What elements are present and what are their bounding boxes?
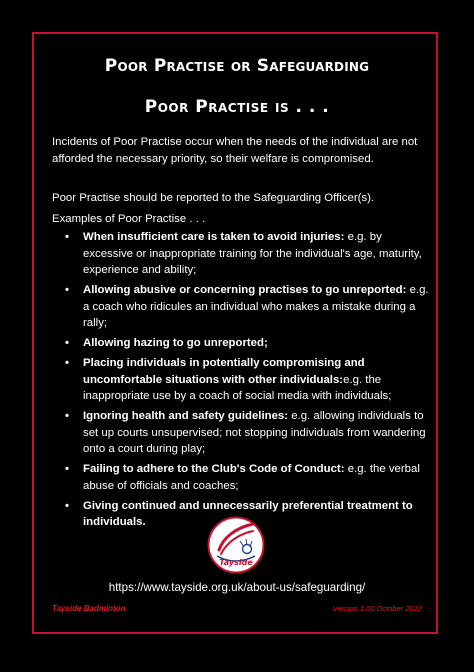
page-title: Poor Practise or Safeguarding <box>104 56 370 76</box>
footer-version: Version 1.00 October 2022 <box>332 604 422 613</box>
list-item-text: e.g. by excessive or inappropriate training for the individual's age, maturity, experience and ability; <box>83 231 422 276</box>
list-item <box>52 408 432 458</box>
list-item <box>52 355 432 405</box>
list-item <box>52 229 432 279</box>
bullet-icon: • <box>65 410 69 422</box>
logo-text: Tayside <box>219 558 253 567</box>
list-item <box>52 282 432 332</box>
safeguarding-link[interactable]: https://www.tayside.org.uk/about-us/safeguarding/ <box>108 581 366 594</box>
list-item <box>52 335 432 352</box>
list-item-heading: Failing to adhere to the Club's Code of Conduct: <box>83 463 345 475</box>
examples-list <box>52 229 432 534</box>
tayside-logo-icon <box>207 516 265 574</box>
list-item-text: e.g. the inappropriate use by a coach of social media with individuals; <box>83 373 392 402</box>
bullet-icon: • <box>65 357 69 369</box>
bullet-icon: • <box>65 337 69 349</box>
list-item-heading: Placing individuals in potentially compromising and uncomfortable situations with other individuals: <box>83 357 365 386</box>
section-heading: Poor Practise is . . . <box>144 97 330 117</box>
list-item-text: e.g. the verbal abuse of officials and coaches; <box>83 463 420 492</box>
bullet-icon: • <box>65 499 69 512</box>
bullet-icon: • <box>65 463 69 475</box>
footer-organisation: Tayside Badminton <box>52 604 126 613</box>
list-item-heading: When insufficient care is taken to avoid injuries: <box>83 231 345 243</box>
intro-paragraph: Incidents of Poor Practise occur when the needs of the individual are not afforded the necessary priority, so their welfare is compromised. <box>52 136 418 165</box>
report-paragraph: Poor Practise should be reported to the Safeguarding Officer(s). <box>52 192 375 204</box>
list-item-heading: Giving continued and unnecessarily preferential treatment to individuals. <box>83 499 413 528</box>
list-item-text: e.g. allowing individuals to set up courts unsupervised; not stopping individuals from wandering onto a court during play; <box>83 410 426 455</box>
bullet-icon: • <box>65 284 69 296</box>
bullet-icon: • <box>65 231 69 243</box>
list-item-heading: Ignoring health and safety guidelines: <box>83 410 289 422</box>
list-item-heading: Allowing abusive or concerning practises to go unreported: <box>83 284 407 296</box>
list-item-heading: Allowing hazing to go unreported; <box>83 337 268 349</box>
list-item-text: e.g. a coach who ridicules an individual who makes a mistake during a rally; <box>83 284 429 329</box>
examples-heading: Examples of Poor Practise . . . <box>52 213 206 225</box>
list-item <box>52 461 432 494</box>
